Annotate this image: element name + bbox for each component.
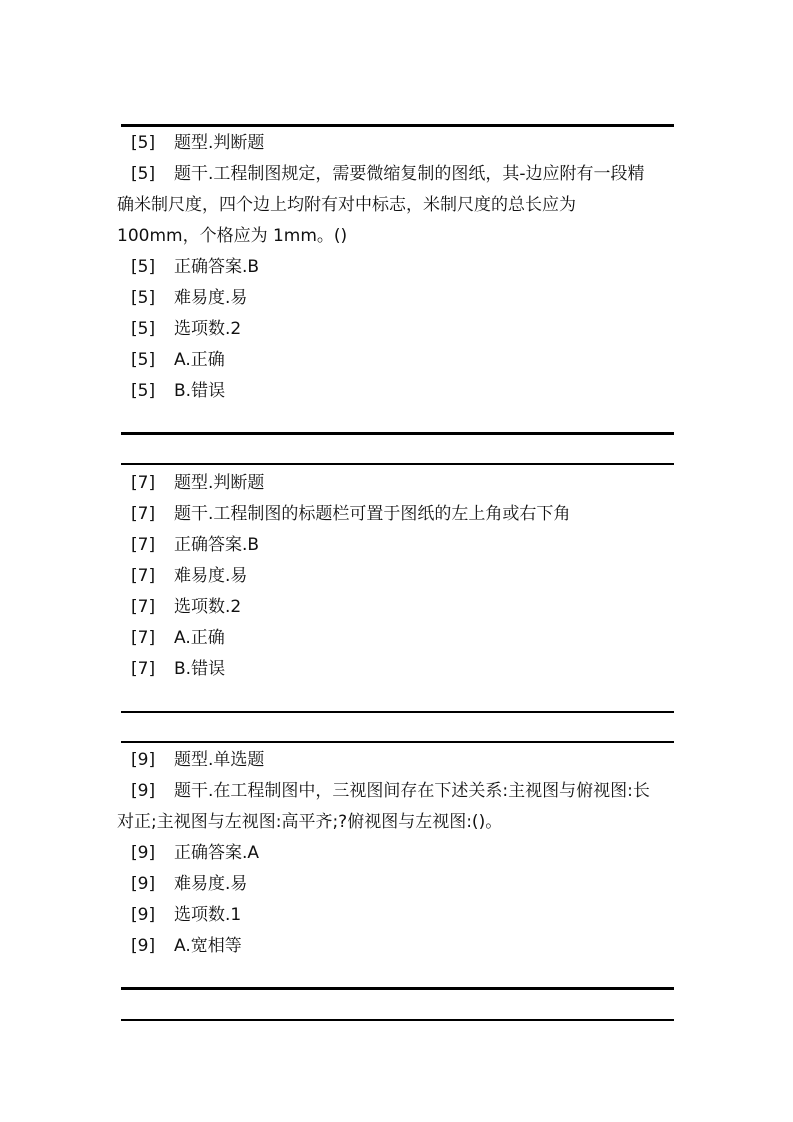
question-tag: [7]: [131, 659, 156, 679]
top-rule-2: [121, 463, 674, 465]
question-tag: [5]: [131, 133, 156, 153]
difficulty-line: [121, 283, 674, 314]
option-a: A.宽相等: [174, 936, 242, 956]
question-type: 题型.单选题: [174, 750, 265, 770]
question-block-7: [121, 468, 674, 685]
top-rule-3: [121, 741, 674, 743]
question-stem-continuation: 100mm，个格应为 1mm。(): [117, 226, 348, 246]
question-type: 题型.判断题: [174, 133, 265, 153]
difficulty: 难易度.易: [174, 288, 248, 308]
question-tag: [7]: [131, 597, 156, 617]
question-tag: [5]: [131, 319, 156, 339]
question-block-5: [117, 128, 674, 407]
correct-answer: 正确答案.B: [174, 535, 260, 555]
option-line: [121, 931, 674, 962]
question-tag: [9]: [131, 936, 156, 956]
option-count: 选项数.2: [174, 319, 242, 339]
option-b: B.错误: [174, 659, 226, 679]
question-tag: [7]: [131, 473, 156, 493]
option-line: [121, 623, 674, 654]
difficulty-line: [121, 869, 674, 900]
question-tag: [5]: [131, 350, 156, 370]
question-tag: [5]: [131, 381, 156, 401]
difficulty: 难易度.易: [174, 566, 248, 586]
option-line: [121, 654, 674, 685]
option-count-line: [121, 592, 674, 623]
option-count-line: [121, 900, 674, 931]
option-line: [121, 376, 674, 407]
question-tag: [9]: [131, 750, 156, 770]
option-count: 选项数.2: [174, 597, 242, 617]
top-rule-4: [121, 1019, 674, 1021]
bottom-rule-3: [121, 987, 674, 990]
difficulty: 难易度.易: [174, 874, 248, 894]
question-stem-line: [121, 499, 674, 530]
difficulty-line: [121, 561, 674, 592]
question-stem-continuation: 对正;主视图与左视图:高平齐;?俯视图与左视图:()。: [117, 812, 503, 832]
option-count: 选项数.1: [174, 905, 242, 925]
question-stem: 题干.工程制图规定，需要微缩复制的图纸，其-边应附有一段精: [174, 164, 645, 184]
option-count-line: [121, 314, 674, 345]
question-tag: [5]: [131, 257, 156, 277]
question-tag: [5]: [131, 164, 156, 184]
question-stem-line: [121, 159, 674, 190]
question-block-9: [117, 745, 674, 962]
question-tag: [7]: [131, 566, 156, 586]
answer-line: [121, 530, 674, 561]
question-tag: [7]: [131, 535, 156, 555]
question-tag: [9]: [131, 781, 156, 801]
correct-answer: 正确答案.A: [174, 843, 260, 863]
bottom-rule-1: [121, 432, 674, 435]
question-type-line: [121, 128, 674, 159]
option-a: A.正确: [174, 628, 225, 648]
option-line: [121, 345, 674, 376]
question-type: 题型.判断题: [174, 473, 265, 493]
question-stem-continuation: 确米制尺度，四个边上均附有对中标志，米制尺度的总长应为: [117, 195, 576, 215]
question-tag: [9]: [131, 843, 156, 863]
bottom-rule-2: [121, 711, 674, 713]
answer-line: [121, 252, 674, 283]
question-tag: [9]: [131, 874, 156, 894]
top-rule-1: [121, 124, 674, 127]
question-tag: [7]: [131, 628, 156, 648]
answer-line: [121, 838, 674, 869]
question-type-line: [121, 745, 674, 776]
correct-answer: 正确答案.B: [174, 257, 260, 277]
question-stem-line: [121, 776, 674, 807]
question-type-line: [121, 468, 674, 499]
question-stem: 题干.工程制图的标题栏可置于图纸的左上角或右下角: [174, 504, 571, 524]
question-tag: [5]: [131, 288, 156, 308]
option-b: B.错误: [174, 381, 226, 401]
question-tag: [7]: [131, 504, 156, 524]
option-a: A.正确: [174, 350, 225, 370]
question-stem: 题干.在工程制图中，三视图间存在下述关系:主视图与俯视图:长: [174, 781, 650, 801]
question-tag: [9]: [131, 905, 156, 925]
